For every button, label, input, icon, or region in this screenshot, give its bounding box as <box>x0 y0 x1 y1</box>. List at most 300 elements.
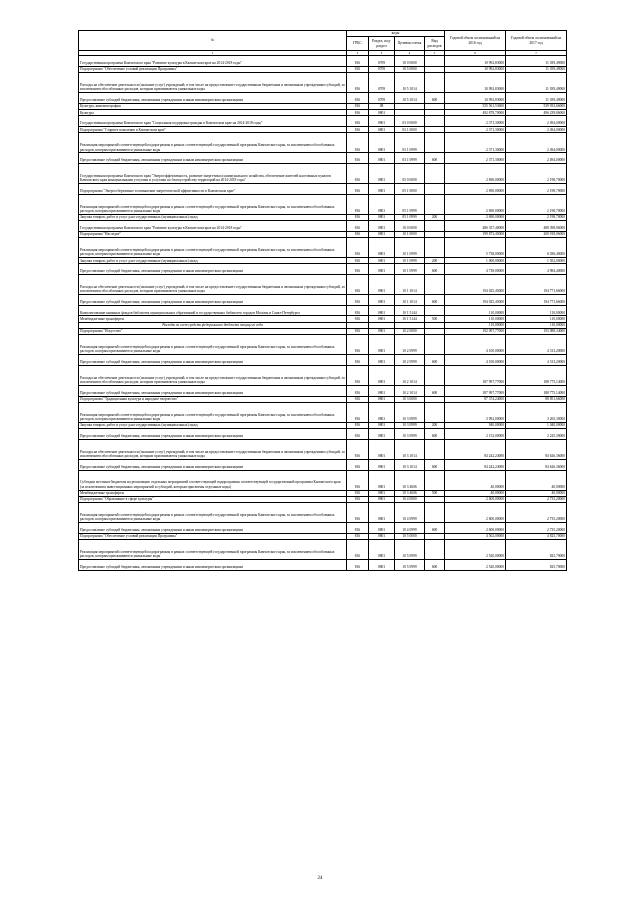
table-row <box>79 539 567 559</box>
cell-type <box>425 194 445 214</box>
cell-type <box>425 470 445 490</box>
cell-target: 10 5 0999 <box>395 559 425 570</box>
cell-name: Подпрограмма "Образование в сфере культуры" <box>79 496 347 502</box>
cell-target: 10 3 4606 <box>395 470 425 490</box>
cell-section: 0801 <box>369 429 395 440</box>
cell-amount-2016: 2 690,00000 <box>445 214 506 220</box>
cell-target: 10 2 1014 <box>395 385 425 396</box>
cell-amount-2017: 110,00000 <box>506 305 567 316</box>
cell-name: Межбюджетные трансферты <box>79 316 347 322</box>
cell-section: 0709 <box>369 92 395 103</box>
cell-amount-2017: 2 494,00000 <box>506 133 567 153</box>
cell-grbs: 816 <box>347 385 369 396</box>
cell-target: 03 1 0999 <box>395 133 425 153</box>
cell-type: 600 <box>425 522 445 533</box>
cell-section: 0801 <box>369 294 395 305</box>
cell-target: 05 1 0000 <box>395 183 425 194</box>
cell-grbs: 816 <box>347 328 369 334</box>
cell-amount-2016: 110,00000 <box>445 322 506 328</box>
cell-amount-2016: 2 152,00000 <box>445 429 506 440</box>
cell-amount-2017: 11 039,49000 <box>506 72 567 92</box>
cell-amount-2017: 188 775,14000 <box>506 385 567 396</box>
cell-name: Реализация мероприятий соответствующей подпрограммы в рамках соответствующей государственной программы Камчатского края, за исключением обособленных расходов, которым присваиваются уникальные коды <box>79 335 347 355</box>
cell-type <box>425 163 445 183</box>
cell-name: Подпрограмма "Обеспечение условий реализации Программы" <box>79 533 347 539</box>
cell-name: Комплектование книжных фондов библиотек муниципальных образований и государственных библиотек городов Москвы и Санкт-Петербурга <box>79 305 347 316</box>
budget-table <box>78 30 567 571</box>
cell-grbs: 816 <box>347 522 369 533</box>
cell-amount-2016: 2 520,00000 <box>445 559 506 570</box>
cell-type: 600 <box>425 429 445 440</box>
cell-amount-2016: 192 097,77000 <box>445 328 506 334</box>
cell-grbs: 816 <box>347 459 369 470</box>
cell-amount-2016: 4 502,00000 <box>445 533 506 539</box>
cell-amount-2016: 2 371,30000 <box>445 116 506 127</box>
cell-section: 0801 <box>369 402 395 422</box>
cell-target: 10 3 1014 <box>395 439 425 459</box>
cell-name: Реализация мероприятий соответствующей подпрограммы в рамках соответствующей государственной программы Камчатского края, за исключением обособленных расходов, которым присваиваются уникальные коды <box>79 402 347 422</box>
cell-amount-2016: 2 371,30000 <box>445 133 506 153</box>
cell-name: Предоставление субсидий бюджетным, автономным учреждениям и иным некоммерческим организациям <box>79 355 347 366</box>
page-number: 24 <box>317 876 323 881</box>
cell-amount-2016: 10 992,83000 <box>445 66 506 72</box>
cell-name: Государственная программа Камчатского края "Развитие культуры в Камчатском крае на 2014-2018 годы" <box>79 220 347 231</box>
header-type: Вид расходов <box>425 37 445 51</box>
cell-grbs: 816 <box>347 422 369 428</box>
cell-amount-2016: 2 600,00000 <box>445 496 506 502</box>
cell-grbs: 816 <box>347 109 369 115</box>
cell-target: 10 1 0999 <box>395 237 425 257</box>
cell-target: 10 4 0999 <box>395 522 425 533</box>
cell-name: Подпрограмма "Старшее поколение в Камчатском крае" <box>79 126 347 132</box>
cell-grbs: 816 <box>347 429 369 440</box>
cell-amount-2016: 10 992,83000 <box>445 72 506 92</box>
column-number: 5 <box>425 51 445 56</box>
cell-grbs: 816 <box>347 439 369 459</box>
column-number: 7 <box>506 51 567 56</box>
cell-target: 10 5 0999 <box>395 539 425 559</box>
cell-amount-2016: 2 690,00000 <box>445 163 506 183</box>
cell-name: Предоставление субсидий бюджетным, автономным учреждениям и иным некоммерческим организациям <box>79 153 347 164</box>
cell-amount-2016: 2 690,00000 <box>445 194 506 214</box>
cell-type <box>425 274 445 294</box>
cell-type <box>425 116 445 127</box>
table-row <box>79 116 567 127</box>
cell-target: 10 1 0999 <box>395 257 425 263</box>
cell-name: Межбюджетные трансферты <box>79 490 347 496</box>
cell-amount-2016: 5 738,00000 <box>445 237 506 257</box>
cell-target: 10 1 5144 <box>395 316 425 322</box>
cell-amount-2017: 2 735,20000 <box>506 522 567 533</box>
cell-target: 10 5 1014 <box>395 92 425 103</box>
cell-type <box>425 402 445 422</box>
cell-amount-2017: 188 775,14000 <box>506 365 567 385</box>
cell-amount-2016: 2 690,00000 <box>445 183 506 194</box>
table-row <box>79 163 567 183</box>
cell-section: 0801 <box>369 335 395 355</box>
cell-target: 10 1 1014 <box>395 274 425 294</box>
cell-target: 10 3 0999 <box>395 402 425 422</box>
cell-type <box>425 183 445 194</box>
cell-grbs: 816 <box>347 294 369 305</box>
cell-section: 0709 <box>369 66 395 72</box>
cell-amount-2016: 2 600,00000 <box>445 522 506 533</box>
header-2017: Годовой объем ассигнований на 2017 год <box>506 31 567 51</box>
table-row <box>79 294 567 305</box>
cell-name: Предоставление субсидий бюджетным, автономным учреждениям и иным некоммерческим организациям <box>79 264 347 275</box>
cell-section: 0801 <box>369 305 395 316</box>
cell-amount-2016: 84 242,24000 <box>445 439 506 459</box>
cell-section: 0801 <box>369 109 395 115</box>
cell-name: Государственная программа Камчатского края "Энергоэффективность, развитие энергетики и коммунального хозяйства, обеспечение жителей населенных пунктов Камчатского края коммунальными услугами и услугами по благоустройству территорий на 2014-2018 годы" <box>79 163 347 183</box>
cell-type: 600 <box>425 385 445 396</box>
cell-name: Расходы на обеспечение деятельности (оказание услуг) учреждений, в том числе на предоставление государственным бюджетным и автономным учреждениям субсидий, за исключением обособленных расходов, которым присваиваются уникальные коды <box>79 365 347 385</box>
cell-section: 0801 <box>369 459 395 470</box>
cell-type <box>425 72 445 92</box>
cell-grbs: 816 <box>347 237 369 257</box>
cell-grbs: 816 <box>347 220 369 231</box>
cell-amount-2017: 88 851,66000 <box>506 396 567 402</box>
cell-target: 05 1 0999 <box>395 194 425 214</box>
table-row <box>79 355 567 366</box>
column-number: 2 <box>347 51 369 56</box>
table-row <box>79 429 567 440</box>
cell-grbs: 816 <box>347 116 369 127</box>
header-name: № <box>79 31 347 51</box>
cell-name: Предоставление субсидий бюджетным, автономным учреждениям и иным некоммерческим организациям <box>79 429 347 440</box>
cell-amount-2017: 2 735,20000 <box>506 502 567 522</box>
cell-type: 600 <box>425 153 445 164</box>
cell-amount-2017: 84 626,36000 <box>506 439 567 459</box>
cell-grbs: 816 <box>347 163 369 183</box>
cell-name: Закупка товаров, работ и услуг для государственных (муниципальных) нужд <box>79 422 347 428</box>
cell-name: Предоставление субсидий бюджетным, автономным учреждениям и иным некоммерческим организациям <box>79 459 347 470</box>
cell-amount-2017: 40,00000 <box>506 490 567 496</box>
cell-grbs: 816 <box>347 103 369 109</box>
cell-amount-2017: 825,70000 <box>506 539 567 559</box>
cell-type <box>425 56 445 67</box>
cell-amount-2017: 4 825,70000 <box>506 533 567 539</box>
cell-section: 0801 <box>369 396 395 402</box>
cell-section: 0801 <box>369 133 395 153</box>
cell-section: 0709 <box>369 72 395 92</box>
cell-name: Реализация мероприятий соответствующей подпрограммы в рамках соответствующей государственной программы Камчатского края, за исключением обособленных расходов, которым присваиваются уникальные коды <box>79 237 347 257</box>
cell-amount-2016: 535 561,53600 <box>445 103 506 109</box>
cell-target: 03 1 0999 <box>395 153 425 164</box>
cell-amount-2016: 2 600,00000 <box>445 502 506 522</box>
table-row <box>79 470 567 490</box>
cell-amount-2017: 11 039,49000 <box>506 66 567 72</box>
cell-name: Государственная программа Камчатского края "Развитие культуры в Камчатском крае на 2014-2018 годы" <box>79 56 347 67</box>
cell-section: 0801 <box>369 116 395 127</box>
cell-name: Подпрограмма "Традиционная культура и народное творчество" <box>79 396 347 402</box>
cell-grbs: 816 <box>347 539 369 559</box>
cell-amount-2016: 1 000,00000 <box>445 257 506 263</box>
cell-section: 0801 <box>369 231 395 237</box>
cell-name: Реализация мероприятий соответствующей подпрограммы в рамках соответствующей государственной программы Камчатского края, за исключением обособленных расходов, которым присваиваются уникальные коды <box>79 133 347 153</box>
cell-name: Закупка товаров, работ и услуг для государственных (муниципальных) нужд <box>79 257 347 263</box>
cell-amount-2016: 194 025,45000 <box>445 274 506 294</box>
cell-grbs: 816 <box>347 365 369 385</box>
cell-type <box>425 365 445 385</box>
cell-amount-2016: 199 873,45000 <box>445 231 506 237</box>
cell-amount-2016: 4 100,00000 <box>445 335 506 355</box>
cell-amount-2016: 492 878,70000 <box>445 109 506 115</box>
cell-name: Подпрограмма "Энергосбережение и повышение энергетической эффективности в Камчатском крае" <box>79 183 347 194</box>
cell-amount-2016: 87 374,24000 <box>445 396 506 402</box>
table-row <box>79 133 567 153</box>
column-number: 3 <box>369 51 395 56</box>
cell-grbs: 816 <box>347 533 369 539</box>
cell-grbs: 816 <box>347 305 369 316</box>
cell-target: 10 1 0999 <box>395 264 425 275</box>
header-section: Раздел, под-раздел <box>369 37 395 51</box>
cell-amount-2016: 10 992,83000 <box>445 56 506 67</box>
cell-name: Предоставление субсидий бюджетным, автономным учреждениям и иным некоммерческим организациям <box>79 559 347 570</box>
cell-target: 10 0 0000 <box>395 220 425 231</box>
table-row <box>79 335 567 355</box>
cell-amount-2016: 194 025,45000 <box>445 294 506 305</box>
cell-grbs: 816 <box>347 72 369 92</box>
cell-type <box>425 439 445 459</box>
cell-amount-2017: 110,00000 <box>506 322 567 328</box>
cell-amount-2017: 11 039,49000 <box>506 56 567 67</box>
table-row <box>79 502 567 522</box>
cell-section: 0801 <box>369 153 395 164</box>
cell-section: 0801 <box>369 559 395 570</box>
cell-type <box>425 539 445 559</box>
cell-amount-2017: 2 225,30000 <box>506 429 567 440</box>
cell-grbs: 816 <box>347 490 369 496</box>
cell-amount-2017: 194 771,66000 <box>506 274 567 294</box>
cell-amount-2017: 4 313,20000 <box>506 355 567 366</box>
cell-section: 0801 <box>369 214 395 220</box>
cell-amount-2016: 187 997,77000 <box>445 365 506 385</box>
cell-amount-2017: 4 984,40000 <box>506 264 567 275</box>
header-codes-group: коды <box>347 31 445 37</box>
cell-amount-2016: 10 992,83000 <box>445 92 506 103</box>
cell-target: 10 1 0000 <box>395 231 425 237</box>
cell-type: 200 <box>425 422 445 428</box>
cell-amount-2017: 200 918,06000 <box>506 231 567 237</box>
cell-grbs: 816 <box>347 133 369 153</box>
cell-section: 0801 <box>369 316 395 322</box>
cell-grbs: 816 <box>347 183 369 194</box>
cell-grbs: 816 <box>347 559 369 570</box>
cell-section: 0801 <box>369 355 395 366</box>
cell-type: 600 <box>425 459 445 470</box>
cell-amount-2017: 2 494,00000 <box>506 153 567 164</box>
cell-section: 0801 <box>369 126 395 132</box>
table-row <box>79 72 567 92</box>
cell-amount-2017: 2 494,00000 <box>506 126 567 132</box>
cell-name: Закупка товаров, работ и услуг для государственных (муниципальных) нужд <box>79 214 347 220</box>
cell-type: 500 <box>425 316 445 322</box>
table-row <box>79 92 567 103</box>
cell-grbs: 816 <box>347 496 369 502</box>
cell-amount-2017: 4 313,20000 <box>506 335 567 355</box>
cell-grbs: 816 <box>347 274 369 294</box>
cell-target: 10 2 1014 <box>395 365 425 385</box>
cell-section: 0801 <box>369 183 395 194</box>
cell-section: 0801 <box>369 194 395 214</box>
cell-amount-2017: 2 198,70000 <box>506 183 567 194</box>
cell-name: Подпрограмма "Обеспечение условий реализации Программы" <box>79 66 347 72</box>
cell-section: 0801 <box>369 220 395 231</box>
cell-section: 0801 <box>369 490 395 496</box>
cell-amount-2017: 2 735,20000 <box>506 496 567 502</box>
cell-name: Реализация мероприятий соответствующей подпрограммы в рамках соответствующей государственной программы Камчатского края, за исключением обособленных расходов, которым присваиваются уникальные коды <box>79 502 347 522</box>
cell-section: 0801 <box>369 328 395 334</box>
cell-amount-2016: 2 371,30000 <box>445 153 506 164</box>
cell-name: Реализация мероприятий соответствующей подпрограммы в рамках соответствующей государственной программы Камчатского края, за исключением обособленных расходов, которым присваиваются уникальные коды <box>79 539 347 559</box>
cell-section: 0801 <box>369 502 395 522</box>
cell-amount-2017: 11 039,49000 <box>506 92 567 103</box>
cell-amount-2016: 40,00000 <box>445 470 506 490</box>
cell-amount-2016: 110,00000 <box>445 305 506 316</box>
cell-target: 10 3 1014 <box>395 459 425 470</box>
cell-amount-2016: 2 520,00000 <box>445 539 506 559</box>
cell-grbs: 816 <box>347 502 369 522</box>
cell-amount-2017: 825,70000 <box>506 559 567 570</box>
cell-amount-2017: 2 198,70000 <box>506 163 567 183</box>
cell-amount-2017: 2 198,70000 <box>506 194 567 214</box>
cell-amount-2017: 6 036,40000 <box>506 237 567 257</box>
cell-target: 10 5 0000 <box>395 533 425 539</box>
cell-amount-2016: 40,00000 <box>445 490 506 496</box>
cell-name: Подпрограмма "Искусство" <box>79 328 347 334</box>
cell-section: 0801 <box>369 533 395 539</box>
cell-name: Подпрограмма "Наследие" <box>79 231 347 237</box>
cell-grbs: 816 <box>347 231 369 237</box>
table-row <box>79 194 567 214</box>
cell-target: 10 2 0999 <box>395 335 425 355</box>
cell-type: 600 <box>425 355 445 366</box>
cell-target: 10 1 1014 <box>395 294 425 305</box>
cell-amount-2016: 4 100,00000 <box>445 355 506 366</box>
cell-amount-2017: 496 239,86000 <box>506 109 567 115</box>
table-row <box>79 274 567 294</box>
cell-grbs: 816 <box>347 335 369 355</box>
cell-amount-2017: 84 626,36000 <box>506 459 567 470</box>
table-header <box>79 31 567 56</box>
cell-section: 0801 <box>369 539 395 559</box>
cell-amount-2017: 194 771,66000 <box>506 294 567 305</box>
cell-name: Предоставление субсидий бюджетным, автономным учреждениям и иным некоммерческим организациям <box>79 385 347 396</box>
cell-amount-2016: 2 371,30000 <box>445 126 506 132</box>
cell-target: 10 1 5144 <box>395 305 425 316</box>
cell-section: 0801 <box>369 264 395 275</box>
cell-target: 10 3 4606 <box>395 490 425 496</box>
table-row <box>79 237 567 257</box>
table-row <box>79 153 567 164</box>
table-row <box>79 559 567 570</box>
cell-type <box>425 335 445 355</box>
cell-type <box>425 237 445 257</box>
cell-grbs: 816 <box>347 355 369 366</box>
cell-grbs: 816 <box>347 56 369 67</box>
table-row <box>79 305 567 316</box>
cell-type: 200 <box>425 257 445 263</box>
cell-amount-2016: 110,00000 <box>445 316 506 322</box>
table-row <box>79 365 567 385</box>
cell-grbs: 816 <box>347 396 369 402</box>
cell-amount-2016: 486 357,40000 <box>445 220 506 231</box>
cell-target: 05 0 0000 <box>395 163 425 183</box>
cell-grbs: 816 <box>347 66 369 72</box>
table-row <box>79 220 567 231</box>
cell-name: Государственная программа Камчатского края "Социальная поддержка граждан в Камчатском крае на 2014-2018 годы" <box>79 116 347 127</box>
table-row <box>79 439 567 459</box>
cell-target: 10 5 1014 <box>395 72 425 92</box>
header-2016: Годовой объем ассигнований на 2016 год <box>445 31 506 51</box>
cell-target: 10 3 0000 <box>395 396 425 402</box>
cell-grbs: 816 <box>347 402 369 422</box>
cell-amount-2016: 84 242,24000 <box>445 459 506 470</box>
cell-amount-2016: 4 738,00000 <box>445 264 506 275</box>
cell-type <box>425 305 445 316</box>
cell-target: 10 0 0000 <box>395 56 425 67</box>
cell-amount-2017: 488 398,96000 <box>506 220 567 231</box>
cell-name: Реализация мероприятий соответствующей подпрограммы в рамках соответствующей государственной программы Камчатского края, за исключением обособленных расходов, которым присваиваются уникальные коды <box>79 194 347 214</box>
cell-target: 03 1 0000 <box>395 126 425 132</box>
cell-amount-2016: 940,00000 <box>445 422 506 428</box>
cell-amount-2017: 193 088,34000 <box>506 328 567 334</box>
cell-target: 05 1 0999 <box>395 214 425 220</box>
cell-section: 0709 <box>369 56 395 67</box>
table-row <box>79 56 567 67</box>
cell-type: 600 <box>425 264 445 275</box>
cell-name: Субсидии местным бюджетам на реализацию отдельных мероприятий соответствующей подпрограммы соответствующей государственной программы Камчатского края (за исключением инвестиционных мероприятий и субсидий, которым присвоены отдельные коды) <box>79 470 347 490</box>
cell-target: 10 2 0999 <box>395 355 425 366</box>
cell-name: Предоставление субсидий бюджетным, автономным учреждениям и иным некоммерческим организациям <box>79 522 347 533</box>
cell-target: 10 4 0000 <box>395 496 425 502</box>
cell-type <box>425 220 445 231</box>
cell-grbs: 816 <box>347 153 369 164</box>
budget-table-container <box>78 30 566 571</box>
cell-amount-2017: 40,00000 <box>506 470 567 490</box>
cell-section: 0801 <box>369 496 395 502</box>
cell-grbs: 816 <box>347 264 369 275</box>
cell-target: 03 0 0000 <box>395 116 425 127</box>
cell-grbs: 816 <box>347 214 369 220</box>
cell-grbs: 816 <box>347 470 369 490</box>
table-row <box>79 183 567 194</box>
cell-name: Расходы за счет средств федерального бюджета текущего года <box>79 322 347 328</box>
cell-section: 0801 <box>369 237 395 257</box>
cell-section: 08 <box>369 103 395 109</box>
cell-name: Предоставление субсидий бюджетным, автономным учреждениям и иным некоммерческим организациям <box>79 294 347 305</box>
cell-grbs: 816 <box>347 257 369 263</box>
cell-type <box>425 133 445 153</box>
column-number: 6 <box>445 51 506 56</box>
cell-amount-2016: 3 092,00000 <box>445 402 506 422</box>
cell-target: 10 2 0000 <box>395 328 425 334</box>
cell-name: Культура, кинематография <box>79 103 347 109</box>
cell-amount-2017: 110,00000 <box>506 316 567 322</box>
cell-grbs: 816 <box>347 316 369 322</box>
cell-section: 0801 <box>369 422 395 428</box>
cell-amount-2016: 187 997,77000 <box>445 385 506 396</box>
cell-section: 0801 <box>369 439 395 459</box>
cell-section: 0801 <box>369 365 395 385</box>
cell-amount-2017: 2 494,00000 <box>506 116 567 127</box>
cell-amount-2017: 1 040,00000 <box>506 422 567 428</box>
table-row <box>79 522 567 533</box>
cell-section: 0801 <box>369 522 395 533</box>
cell-target: 10 5 0000 <box>395 66 425 72</box>
cell-section: 0801 <box>369 257 395 263</box>
